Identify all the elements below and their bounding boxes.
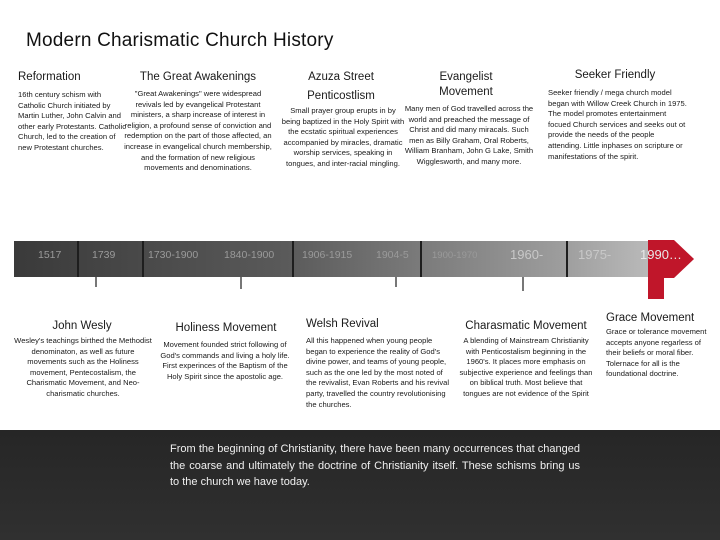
timeline-label-1960: 1960- (510, 247, 544, 262)
era-text-evangelist: Many men of God travelled across the world and preached the message of Christ and did many miracals. Such men as Billy Graham, Oral Roberts, William Branham, John G Lake, Smith Wigglesworth, and many more. (404, 104, 534, 166)
era-title-reformation: Reformation (18, 71, 81, 83)
timeline-separator (566, 241, 568, 277)
era-text-grace: Grace or tolerance movement accepts anyone regarless of their beliefs or moral fiber. Tolernace for all is the foundational doctrine. (606, 327, 707, 379)
timeline-label-1840-1900: 1840-1900 (224, 249, 275, 261)
era-title-evangelist: Evangelist Movement (439, 71, 493, 98)
timeline-tick (240, 277, 242, 289)
era-title-holiness: Holiness Movement (175, 322, 277, 334)
era-text-seeker-friendly: Seeker friendly / mega church model began with Willow Creek Church in 1975. The model promotes entertainment focued Church services and seeks out ot provide the needs of the people attending. Little inphases on scripture or manifestations of the spirit. (548, 88, 687, 161)
era-text-charasmatic: A blending of Mainstream Christianity with Penticostalism beginning in the 1960's. It places more emphasis on subjective experience and feelings than on biblical truth. Most believe that tongues are not evidence of the Spirit (459, 336, 593, 398)
era-title-grace: Grace Movement (606, 312, 695, 324)
timeline-label-1975: 1975- (578, 247, 612, 262)
timeline-label-1906-1915: 1906-1915 (302, 249, 353, 261)
era-text-reformation: 16th century schism with Catholic Church initiated by Martin Luther, John Calvin and other early Protestants. Catholic Church, led to the creation of new Protestant churches. (18, 90, 127, 152)
timeline-label-1990: 1990… (640, 247, 682, 262)
timeline-label-1730-1900: 1730-1900 (148, 249, 199, 261)
timeline-label-1517: 1517 (38, 249, 62, 261)
era-title-john-wesly: John Wesly (52, 320, 112, 332)
timeline-flag (648, 277, 664, 299)
timeline-label-1904-5: 1904-5 (376, 249, 409, 261)
era-text-azuza: Small prayer group erupts in by being baptized in the Holy Spirit with the ecstatic spiritual experiences accompanied by miracles, dramatic worship services, speaking in tongues, and inter-racial mingling. (281, 106, 405, 168)
era-title-welsh: Welsh Revival (306, 318, 379, 330)
era-title-azuza: Azuza Street Penticostlism (307, 71, 375, 102)
timeline-label-1739: 1739 (92, 249, 116, 261)
era-title-seeker-friendly: Seeker Friendly (574, 69, 656, 81)
timeline-label-1900-1970: 1900-1970 (432, 250, 478, 261)
era-text-welsh: All this happened when young people began to experience the reality of God's divine power, and teams of young people, such as the one led by the most noted of the revivalist, Evan Roberts and his revival party, travelled the country revolutionising the churches. (306, 336, 450, 409)
era-text-great-awakenings: "Great Awakenings" were widespread revivals led by evangelical Protestant ministers, a sharp increase of interest in religion, a profound sense of conviction and redemption on the part of those affected, an increase in evangelical church membership, and the formation of new religious movements and denominations. (124, 89, 272, 173)
era-title-charasmatic: Charasmatic Movement (465, 320, 587, 332)
timeline (14, 241, 694, 277)
timeline-separator (420, 241, 422, 277)
timeline-tick (95, 277, 97, 287)
timeline-separator (142, 241, 144, 277)
footer-text: From the beginning of Christianity, there have been many occurrences that changed the coarse and ultimately the doctrine of Christianity itself. These schisms bring us to the church we have today. (170, 443, 580, 488)
timeline-separator (77, 241, 79, 277)
timeline-tick (522, 277, 524, 291)
timeline-separator (292, 241, 294, 277)
era-text-john-wesly: Wesley's teachings birthed the Methodist denominaton, as well as future movements such as the Holiness movement, Pentecostalism, the Charismatic Movement, and Neo-charismatic churches. (14, 336, 152, 398)
era-text-holiness: Movement founded strict following of God's commands and living a holy life. First experinces of the Baptism of the Holy Spirit since the apostolic age. (160, 340, 290, 381)
page-title: Modern Charismatic Church History (26, 30, 334, 51)
era-title-great-awakenings: The Great Awakenings (139, 71, 257, 83)
timeline-tick (395, 277, 397, 287)
